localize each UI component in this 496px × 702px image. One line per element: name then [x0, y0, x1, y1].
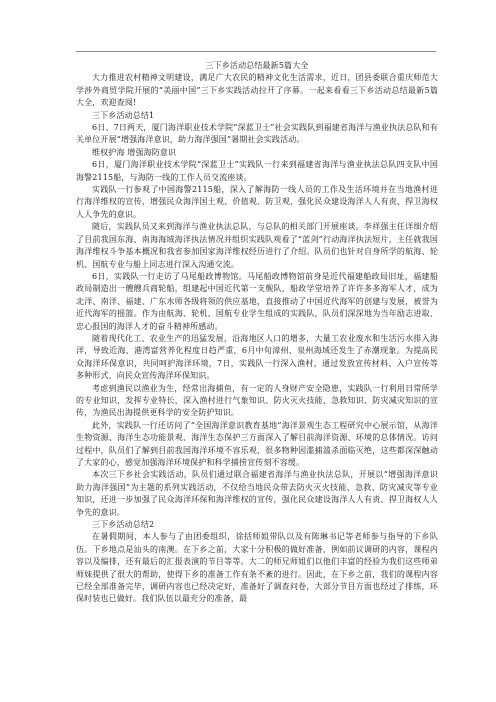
paragraph: 在暑假期间，本人参与了由团委组织，徐括师姐带队以及有陈琳书记等老师参与指导的下乡队伍。下乡地点是汕头的南澳。在下乡之前，大家十分积极的做好准备，例如前议调研的内容，课程内容以及编排，还有最后的汇报表演的节目等等。大二的师兄师姐们以他们丰富的经验为我们这些师弟师妹提供了很大的帮助，使得下乡的准备工作有条不紊的进行。因此，在下乡之前，我们的课程内容已经全部准备完毕，调研内容也已经决定好，准备好了调查问卷，大部分节目方面也经过了排练，环保时装也已做好。我们队伍以最充分的准备，最 [76, 532, 438, 604]
paragraph: 6日，实践队一行走访了马尾船政博物馆。马尾船政博物馆前身是近代福建船政局旧址，福建船政局制造出一艘艘兵商轮船，组建起中国近代第一支舰队，船政学堂培养了许许多多海军人才，成为北洋、南洋、福建、广东水师各级将领的供应基地，直接推动了中国近代海军的创建与发展，被誉为近代海军的摇篮。作为由航海、轮机、国航专业学生组成的实践队，队员们深深地为当年励志进取、忠心报国的海洋人才的奋斗精神所感动。 [76, 271, 438, 331]
paragraph: 6日，厦门海洋职业技术学院“深蓝卫士”实践队一行来到福建省海洋与渔业执法总队四支队中国海警2115船，与海防一线的工作人员交流座谈。 [76, 160, 438, 182]
paragraph: 随后，实践队员又来到海洋与渔业执法总队，与总队的相关部门开展座谈。李祥强主任详细介绍了目前我国东海、南海海域海洋执法情况并组织实践队观看了“蓝剑”行动海洋执法短片，主任就我国海洋维权斗争基本概况和我省参加国家海洋维权经历进行了介绍。队员们也针对自身所学的航海、轮机、国航专业与船上同志进行深入沟通交流。 [76, 222, 438, 269]
section-heading-1: 三下乡活动总结1 [92, 110, 155, 120]
paragraph: 随着现代化工、农业生产的迅猛发展，沿海地区人口的增多，大量工农业废水和生活污水排入海洋，导致近海、港湾富营养化程度日趋严重，6月中旬漳州、泉州海域还发生了赤潮现象。为提高民众海洋环保意识，共同呵护海洋环境，7日，实践队一行深入渔村，通过发放宣传材料、入户宣传等多种形式，向民众宣传海洋环保知识。 [76, 333, 438, 381]
document-body [76, 60, 438, 606]
paragraph: 考虑到渔民以渔业为生，经常出海捕鱼，有一定的人身财产安全隐患，实践队一行利用日常所学的专业知识，发挥专业特长，深入渔村进行气象知识、防火灭火技能、急救知识、防灾减灾知识的宣传，为渔民出海提供更科学的安全防护知识。 [76, 383, 438, 418]
paragraph: 6日、7日两天，厦门海洋职业技术学院“深蓝卫士”社会实践队到福建省海洋与渔业执法总队和有关单位开展“增强海洋意识，助力海洋强国”暑期社会实践活动。 [76, 123, 438, 145]
paragraph: 实践队一行参观了中国海警2115船，深入了解海防一线人员的工作及生活环境并在当地渔村进行海洋维权的宣传，增强民众海洋国土观、价值观、防卫观，强化民众建设海洋人人有责、捍卫海权人人争先的意识。 [76, 185, 438, 219]
intro-paragraph: 大力推进农村精神文明建设，满足广大农民的精神文化生活需求，近日，团县委联合重庆师范大学涉外商贸学院开展的“美丽中国”三下乡实践活动拉开了序幕。一起来看看三下乡活动总结最新5篇大全，欢迎查阅! [76, 73, 438, 108]
section-heading-2: 三下乡活动总结2 [92, 520, 155, 530]
subheading: 维权护海 增强海防意识 [92, 147, 177, 157]
paragraph: 此外，实践队一行还访问了“全国海洋意识教育基地”海洋景观生态工程研究中心展示馆，从海洋生物资源、海洋生态功能景观、海洋生态保护三方面深入了解目前海洋资源、环境的总体情况。访问过程中，队员们了解到目前我国海洋环境不容乐观，很多物种因滥捕滥杀面临灭绝，这些都深深触动了大家的心，感觉加强海洋环境保护和科学捕捞宣传刻不容缓。 [76, 420, 438, 467]
paragraph: 本次三下乡社会实践活动，队员们通过联合福建省海洋与渔业执法总队，开展以“增强海洋意识助力海洋强国”为主题的系列实践活动，不仅给当地民众带去防火灭火技能、急救、防灾减灾等专业知识，还进一步加强了民众海洋环保和海洋维权的宣传，强化民众建设海洋人人有责、捍卫海权人人争先的意识。 [76, 470, 438, 517]
header-rule [76, 51, 436, 52]
document-title: 三下乡活动总结最新5篇大全 [205, 61, 309, 70]
